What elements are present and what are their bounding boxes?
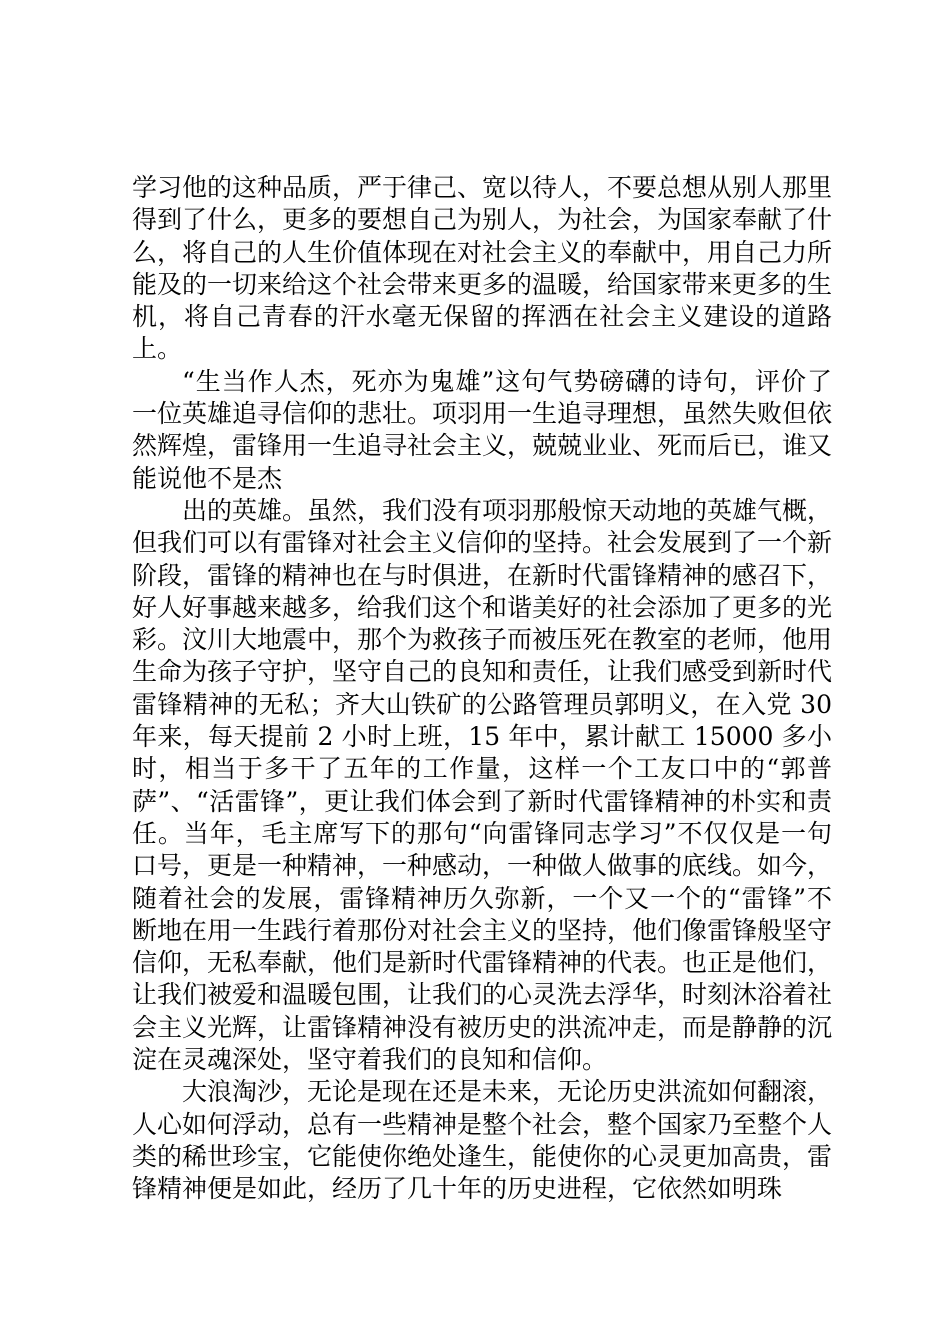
document-body bbox=[132, 172, 832, 1206]
paragraph-3: 出的英雄。虽然，我们没有项羽那般惊天动地的英雄气概，但我们可以有雷锋对社会主义信仰的坚持。社会发展到了一个新阶段，雷锋的精神也在与时俱进，在新时代雷锋精神的感召下，好人好事越来越多，给我们这个和谐美好的社会添加了更多的光彩。汶川大地震中，那个为救孩子而被压死在教室的老师，他用生命为孩子守护，坚守自己的良知和责任，让我们感受到新时代雷锋精神的无私；齐大山铁矿的公路管理员郭明义，在入党 30 年来，每天提前 2 小时上班，15 年中，累计献工 15000 多小时，相当于多干了五年的工作量，这样一个工友口中的“郭普萨”、“活雷锋”，更让我们体会到了新时代雷锋精神的朴实和责任。当年，毛主席写下的那句“向雷锋同志学习”不仅仅是一句口号，更是一种精神，一种感动，一种做人做事的底线。如今，随着社会的发展，雷锋精神历久弥新，一个又一个的“雷锋”不断地在用一生践行着那份对社会主义的坚持，他们像雷锋般坚守信仰，无私奉献，他们是新时代雷锋精神的代表。也正是他们，让我们被爱和温暖包围，让我们的心灵洗去浮华，时刻沐浴着社会主义光辉，让雷锋精神没有被历史的洪流冲走，而是静静的沉淀在灵魂深处，坚守着我们的良知和信仰。 bbox=[132, 495, 833, 1075]
paragraph-2: “生当作人杰，死亦为鬼雄”这句气势磅礴的诗句，评价了一位英雄追寻信仰的悲壮。项羽用一生追寻理想，虽然失败但依然辉煌，雷锋用一生追寻社会主义，兢兢业业、死而后已，谁又能说他不是杰 bbox=[132, 366, 833, 493]
paragraph-4: 大浪淘沙，无论是现在还是未来，无论历史洪流如何翻滚，人心如何浮动，总有一些精神是整个社会，整个国家乃至整个人类的稀世珍宝，它能使你绝处逢生，能使你的心灵更加高贵，雷锋精神便是如此，经历了几十年的历史进程，它依然如明珠 bbox=[132, 1077, 833, 1204]
paragraph-1: 学习他的这种品质，严于律己、宽以待人，不要总想从别人那里得到了什么，更多的要想自己为别人，为社会，为国家奉献了什么，将自己的人生价值体现在对社会主义的奉献中，用自己力所能及的一切来给这个社会带来更多的温暖，给国家带来更多的生机，将自己青春的汗水毫无保留的挥洒在社会主义建设的道路上。 bbox=[132, 173, 833, 364]
